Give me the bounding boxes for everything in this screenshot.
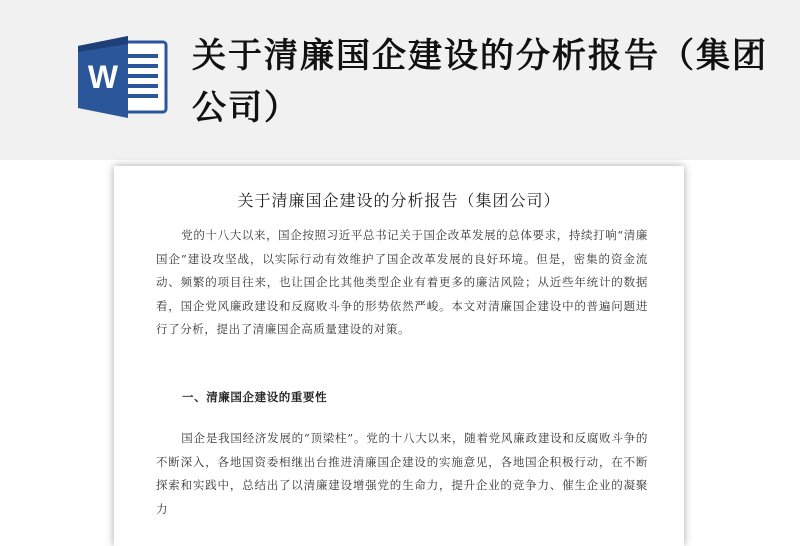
word-document-icon [78,36,168,118]
section-heading-1: 一、清廉国企建设的重要性 [182,390,328,404]
page-title: 关于清廉国企建设的分析报告（集团公司） [237,191,561,210]
svg-text:W: W [87,59,119,95]
header-banner [0,0,800,160]
document-heading: 关于清廉国企建设的分析报告（集团公司） [192,36,768,128]
document-page [114,166,684,546]
paragraph-intro: 党的十八大以来，国企按照习近平总书记关于国企改革发展的总体要求，持续打响“清廉国企”建设攻坚战，以实际行动有效维护了国企改革发展的良好环境。但是，密集的资金流动、频繁的项目往来，也让国企比其他类型企业有着更多的廉洁风险；从近些年统计的数据看，国企党风廉政建设和反腐败斗争的形势依然严峻。本文对清廉国企建设中的普遍问题进行了分析，提出了清廉国企高质量建设的对策。 [156,228,648,336]
paragraph-section-1: 国企是我国经济发展的“顶梁柱”。党的十八大以来，随着党风廉政建设和反腐败斗争的不断深入，各地国资委相继出台推进清廉国企建设的实施意见，各地国企积极行动，在不断探索和实践中，总结出了以清廉建设增强党的生命力，提升企业的竞争力、催生企业的凝聚力 [156,431,648,516]
